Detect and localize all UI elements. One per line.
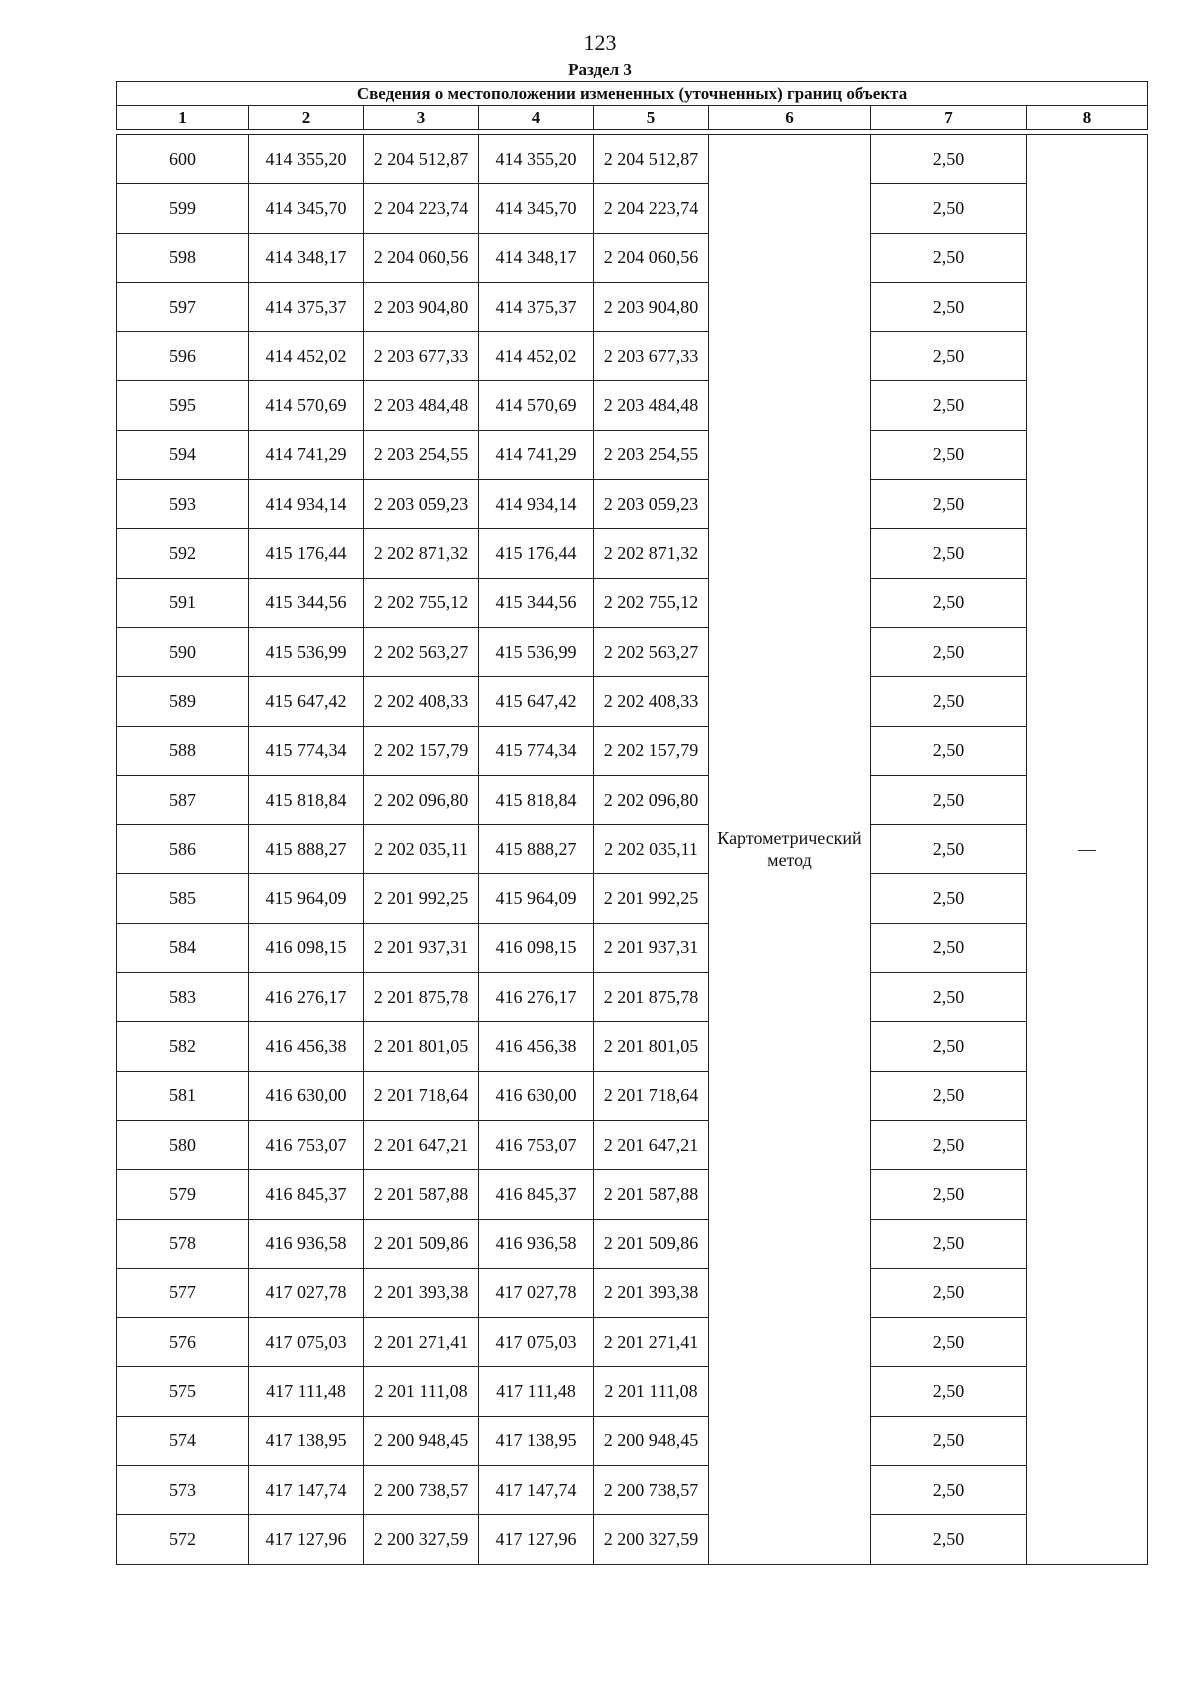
- table-title: Сведения о местоположении измененных (уточненных) границ объекта: [117, 82, 1148, 106]
- accuracy-cell: 2,50: [871, 1416, 1027, 1465]
- point-number-cell: 582: [117, 1022, 249, 1071]
- table-row: [117, 1268, 1148, 1317]
- column-number: 7: [871, 106, 1027, 130]
- table-row: [117, 1318, 1148, 1367]
- table-row: [117, 578, 1148, 627]
- accuracy-cell: 2,50: [871, 233, 1027, 282]
- y-old-cell: 2 204 223,74: [364, 184, 479, 233]
- y-new-cell: 2 201 992,25: [594, 874, 709, 923]
- y-new-cell: 2 203 484,48: [594, 381, 709, 430]
- column-number: 8: [1027, 106, 1148, 130]
- x-old-cell: 414 452,02: [249, 332, 364, 381]
- x-old-cell: 416 936,58: [249, 1219, 364, 1268]
- y-new-cell: 2 201 937,31: [594, 923, 709, 972]
- point-number-cell: 585: [117, 874, 249, 923]
- x-new-cell: 415 964,09: [479, 874, 594, 923]
- point-number-cell: 581: [117, 1071, 249, 1120]
- accuracy-cell: 2,50: [871, 874, 1027, 923]
- x-old-cell: 416 845,37: [249, 1170, 364, 1219]
- y-new-cell: 2 204 223,74: [594, 184, 709, 233]
- x-old-cell: 414 934,14: [249, 480, 364, 529]
- x-old-cell: 415 818,84: [249, 775, 364, 824]
- y-old-cell: 2 201 718,64: [364, 1071, 479, 1120]
- x-new-cell: 414 741,29: [479, 430, 594, 479]
- y-new-cell: 2 200 948,45: [594, 1416, 709, 1465]
- y-old-cell: 2 203 904,80: [364, 282, 479, 331]
- page-number: 123: [583, 30, 617, 55]
- y-old-cell: 2 202 871,32: [364, 529, 479, 578]
- point-number-cell: 600: [117, 135, 249, 184]
- y-old-cell: 2 203 677,33: [364, 332, 479, 381]
- accuracy-cell: 2,50: [871, 1515, 1027, 1564]
- y-old-cell: 2 203 254,55: [364, 430, 479, 479]
- x-old-cell: 415 647,42: [249, 677, 364, 726]
- accuracy-cell: 2,50: [871, 1219, 1027, 1268]
- x-new-cell: 417 127,96: [479, 1515, 594, 1564]
- point-number-cell: 578: [117, 1219, 249, 1268]
- point-number-cell: 574: [117, 1416, 249, 1465]
- accuracy-cell: 2,50: [871, 529, 1027, 578]
- table-row: [117, 381, 1148, 430]
- column-number: 1: [117, 106, 249, 130]
- y-old-cell: 2 200 738,57: [364, 1466, 479, 1515]
- x-old-cell: 416 630,00: [249, 1071, 364, 1120]
- y-new-cell: 2 203 254,55: [594, 430, 709, 479]
- y-new-cell: 2 201 875,78: [594, 973, 709, 1022]
- x-new-cell: 414 934,14: [479, 480, 594, 529]
- x-new-cell: 415 888,27: [479, 825, 594, 874]
- table-row: [117, 923, 1148, 972]
- point-number-cell: 579: [117, 1170, 249, 1219]
- coordinates-table: [116, 134, 1148, 1565]
- accuracy-cell: 2,50: [871, 775, 1027, 824]
- y-old-cell: 2 203 059,23: [364, 480, 479, 529]
- y-new-cell: 2 202 563,27: [594, 627, 709, 676]
- y-new-cell: 2 202 157,79: [594, 726, 709, 775]
- accuracy-cell: 2,50: [871, 1022, 1027, 1071]
- accuracy-cell: 2,50: [871, 1268, 1027, 1317]
- column-number: 2: [249, 106, 364, 130]
- y-new-cell: 2 201 111,08: [594, 1367, 709, 1416]
- y-new-cell: 2 202 096,80: [594, 775, 709, 824]
- point-number-cell: 596: [117, 332, 249, 381]
- table-row: [117, 332, 1148, 381]
- point-number-cell: 572: [117, 1515, 249, 1564]
- x-old-cell: 414 741,29: [249, 430, 364, 479]
- table-row: [117, 233, 1148, 282]
- accuracy-cell: 2,50: [871, 1466, 1027, 1515]
- y-old-cell: 2 201 875,78: [364, 973, 479, 1022]
- point-number-cell: 584: [117, 923, 249, 972]
- x-new-cell: 414 355,20: [479, 135, 594, 184]
- x-new-cell: 416 845,37: [479, 1170, 594, 1219]
- table-row: [117, 184, 1148, 233]
- point-number-cell: 577: [117, 1268, 249, 1317]
- x-old-cell: 414 348,17: [249, 233, 364, 282]
- x-old-cell: 415 344,56: [249, 578, 364, 627]
- y-old-cell: 2 202 157,79: [364, 726, 479, 775]
- table-body: [117, 135, 1148, 1565]
- x-new-cell: 415 176,44: [479, 529, 594, 578]
- y-new-cell: 2 200 327,59: [594, 1515, 709, 1564]
- y-old-cell: 2 202 035,11: [364, 825, 479, 874]
- y-new-cell: 2 204 060,56: [594, 233, 709, 282]
- x-old-cell: 416 276,17: [249, 973, 364, 1022]
- point-number-cell: 583: [117, 973, 249, 1022]
- point-number-cell: 586: [117, 825, 249, 874]
- accuracy-cell: 2,50: [871, 332, 1027, 381]
- accuracy-cell: 2,50: [871, 282, 1027, 331]
- point-number-cell: 588: [117, 726, 249, 775]
- table-row: [117, 1022, 1148, 1071]
- point-number-cell: 594: [117, 430, 249, 479]
- y-old-cell: 2 201 271,41: [364, 1318, 479, 1367]
- x-old-cell: 414 355,20: [249, 135, 364, 184]
- y-new-cell: 2 202 035,11: [594, 825, 709, 874]
- x-new-cell: 416 098,15: [479, 923, 594, 972]
- y-old-cell: 2 200 948,45: [364, 1416, 479, 1465]
- x-old-cell: 414 375,37: [249, 282, 364, 331]
- x-old-cell: 416 098,15: [249, 923, 364, 972]
- x-old-cell: 417 075,03: [249, 1318, 364, 1367]
- point-number-cell: 576: [117, 1318, 249, 1367]
- x-new-cell: 417 111,48: [479, 1367, 594, 1416]
- x-new-cell: 415 818,84: [479, 775, 594, 824]
- x-new-cell: 416 276,17: [479, 973, 594, 1022]
- table-row: [117, 1367, 1148, 1416]
- table-row: [117, 1071, 1148, 1120]
- y-old-cell: 2 202 408,33: [364, 677, 479, 726]
- accuracy-cell: 2,50: [871, 578, 1027, 627]
- y-new-cell: 2 201 801,05: [594, 1022, 709, 1071]
- column8-cell: —: [1027, 135, 1148, 1565]
- x-old-cell: 417 027,78: [249, 1268, 364, 1317]
- y-old-cell: 2 201 992,25: [364, 874, 479, 923]
- table-row: [117, 677, 1148, 726]
- table-row: [117, 282, 1148, 331]
- x-new-cell: 415 344,56: [479, 578, 594, 627]
- table-row: [117, 480, 1148, 529]
- y-new-cell: 2 203 059,23: [594, 480, 709, 529]
- x-old-cell: 417 147,74: [249, 1466, 364, 1515]
- y-old-cell: 2 204 512,87: [364, 135, 479, 184]
- x-old-cell: 416 753,07: [249, 1120, 364, 1169]
- x-old-cell: 415 536,99: [249, 627, 364, 676]
- point-number-cell: 595: [117, 381, 249, 430]
- method-cell: Картометрический метод: [709, 135, 871, 1565]
- x-new-cell: 415 536,99: [479, 627, 594, 676]
- accuracy-cell: 2,50: [871, 1071, 1027, 1120]
- column-number: 5: [594, 106, 709, 130]
- y-old-cell: 2 203 484,48: [364, 381, 479, 430]
- point-number-cell: 573: [117, 1466, 249, 1515]
- x-new-cell: 414 570,69: [479, 381, 594, 430]
- y-new-cell: 2 201 587,88: [594, 1170, 709, 1219]
- table-row: [117, 1466, 1148, 1515]
- point-number-cell: 589: [117, 677, 249, 726]
- x-new-cell: 417 027,78: [479, 1268, 594, 1317]
- y-new-cell: 2 202 755,12: [594, 578, 709, 627]
- accuracy-cell: 2,50: [871, 1120, 1027, 1169]
- accuracy-cell: 2,50: [871, 381, 1027, 430]
- point-number-cell: 599: [117, 184, 249, 233]
- table-row: [117, 874, 1148, 923]
- y-old-cell: 2 204 060,56: [364, 233, 479, 282]
- column-number: 3: [364, 106, 479, 130]
- x-new-cell: 416 936,58: [479, 1219, 594, 1268]
- y-new-cell: 2 201 509,86: [594, 1219, 709, 1268]
- x-old-cell: 416 456,38: [249, 1022, 364, 1071]
- table-row: [117, 135, 1148, 184]
- table-row: [117, 1170, 1148, 1219]
- y-new-cell: 2 204 512,87: [594, 135, 709, 184]
- point-number-cell: 580: [117, 1120, 249, 1169]
- table-row: [117, 825, 1148, 874]
- y-new-cell: 2 201 718,64: [594, 1071, 709, 1120]
- table-row: [117, 1120, 1148, 1169]
- y-new-cell: 2 200 738,57: [594, 1466, 709, 1515]
- accuracy-cell: 2,50: [871, 1367, 1027, 1416]
- table-row: [117, 775, 1148, 824]
- y-old-cell: 2 200 327,59: [364, 1515, 479, 1564]
- point-number-cell: 593: [117, 480, 249, 529]
- accuracy-cell: 2,50: [871, 677, 1027, 726]
- y-new-cell: 2 201 647,21: [594, 1120, 709, 1169]
- x-old-cell: 417 111,48: [249, 1367, 364, 1416]
- x-new-cell: 417 138,95: [479, 1416, 594, 1465]
- section-title: Раздел 3: [568, 60, 632, 79]
- point-number-cell: 575: [117, 1367, 249, 1416]
- x-new-cell: 416 630,00: [479, 1071, 594, 1120]
- y-new-cell: 2 203 677,33: [594, 332, 709, 381]
- x-new-cell: 414 375,37: [479, 282, 594, 331]
- y-new-cell: 2 202 871,32: [594, 529, 709, 578]
- y-new-cell: 2 203 904,80: [594, 282, 709, 331]
- y-old-cell: 2 202 096,80: [364, 775, 479, 824]
- point-number-cell: 590: [117, 627, 249, 676]
- y-old-cell: 2 201 587,88: [364, 1170, 479, 1219]
- x-new-cell: 417 075,03: [479, 1318, 594, 1367]
- column-number: 6: [709, 106, 871, 130]
- y-new-cell: 2 201 393,38: [594, 1268, 709, 1317]
- table-row: [117, 430, 1148, 479]
- point-number-cell: 598: [117, 233, 249, 282]
- table-row: [117, 1416, 1148, 1465]
- x-new-cell: 417 147,74: [479, 1466, 594, 1515]
- table-row: [117, 1515, 1148, 1564]
- x-new-cell: 416 456,38: [479, 1022, 594, 1071]
- x-old-cell: 417 138,95: [249, 1416, 364, 1465]
- x-old-cell: 415 888,27: [249, 825, 364, 874]
- table-row: [117, 627, 1148, 676]
- x-old-cell: 415 774,34: [249, 726, 364, 775]
- accuracy-cell: 2,50: [871, 430, 1027, 479]
- accuracy-cell: 2,50: [871, 923, 1027, 972]
- x-old-cell: 414 570,69: [249, 381, 364, 430]
- point-number-cell: 597: [117, 282, 249, 331]
- x-new-cell: 414 348,17: [479, 233, 594, 282]
- accuracy-cell: 2,50: [871, 135, 1027, 184]
- x-old-cell: 415 964,09: [249, 874, 364, 923]
- y-old-cell: 2 201 393,38: [364, 1268, 479, 1317]
- y-old-cell: 2 201 647,21: [364, 1120, 479, 1169]
- y-old-cell: 2 201 509,86: [364, 1219, 479, 1268]
- y-old-cell: 2 201 937,31: [364, 923, 479, 972]
- x-new-cell: 414 345,70: [479, 184, 594, 233]
- table-row: [117, 1219, 1148, 1268]
- column-number-row: [117, 106, 1148, 130]
- accuracy-cell: 2,50: [871, 726, 1027, 775]
- point-number-cell: 592: [117, 529, 249, 578]
- table-row: [117, 726, 1148, 775]
- accuracy-cell: 2,50: [871, 825, 1027, 874]
- table-row: [117, 973, 1148, 1022]
- x-old-cell: 415 176,44: [249, 529, 364, 578]
- y-old-cell: 2 201 111,08: [364, 1367, 479, 1416]
- y-old-cell: 2 201 801,05: [364, 1022, 479, 1071]
- y-new-cell: 2 202 408,33: [594, 677, 709, 726]
- x-new-cell: 415 647,42: [479, 677, 594, 726]
- y-old-cell: 2 202 563,27: [364, 627, 479, 676]
- table-header: [116, 81, 1148, 130]
- accuracy-cell: 2,50: [871, 973, 1027, 1022]
- accuracy-cell: 2,50: [871, 1318, 1027, 1367]
- accuracy-cell: 2,50: [871, 184, 1027, 233]
- point-number-cell: 587: [117, 775, 249, 824]
- column-number: 4: [479, 106, 594, 130]
- x-new-cell: 416 753,07: [479, 1120, 594, 1169]
- table-row: [117, 529, 1148, 578]
- y-old-cell: 2 202 755,12: [364, 578, 479, 627]
- x-new-cell: 415 774,34: [479, 726, 594, 775]
- x-new-cell: 414 452,02: [479, 332, 594, 381]
- accuracy-cell: 2,50: [871, 480, 1027, 529]
- x-old-cell: 414 345,70: [249, 184, 364, 233]
- y-new-cell: 2 201 271,41: [594, 1318, 709, 1367]
- x-old-cell: 417 127,96: [249, 1515, 364, 1564]
- accuracy-cell: 2,50: [871, 1170, 1027, 1219]
- accuracy-cell: 2,50: [871, 627, 1027, 676]
- point-number-cell: 591: [117, 578, 249, 627]
